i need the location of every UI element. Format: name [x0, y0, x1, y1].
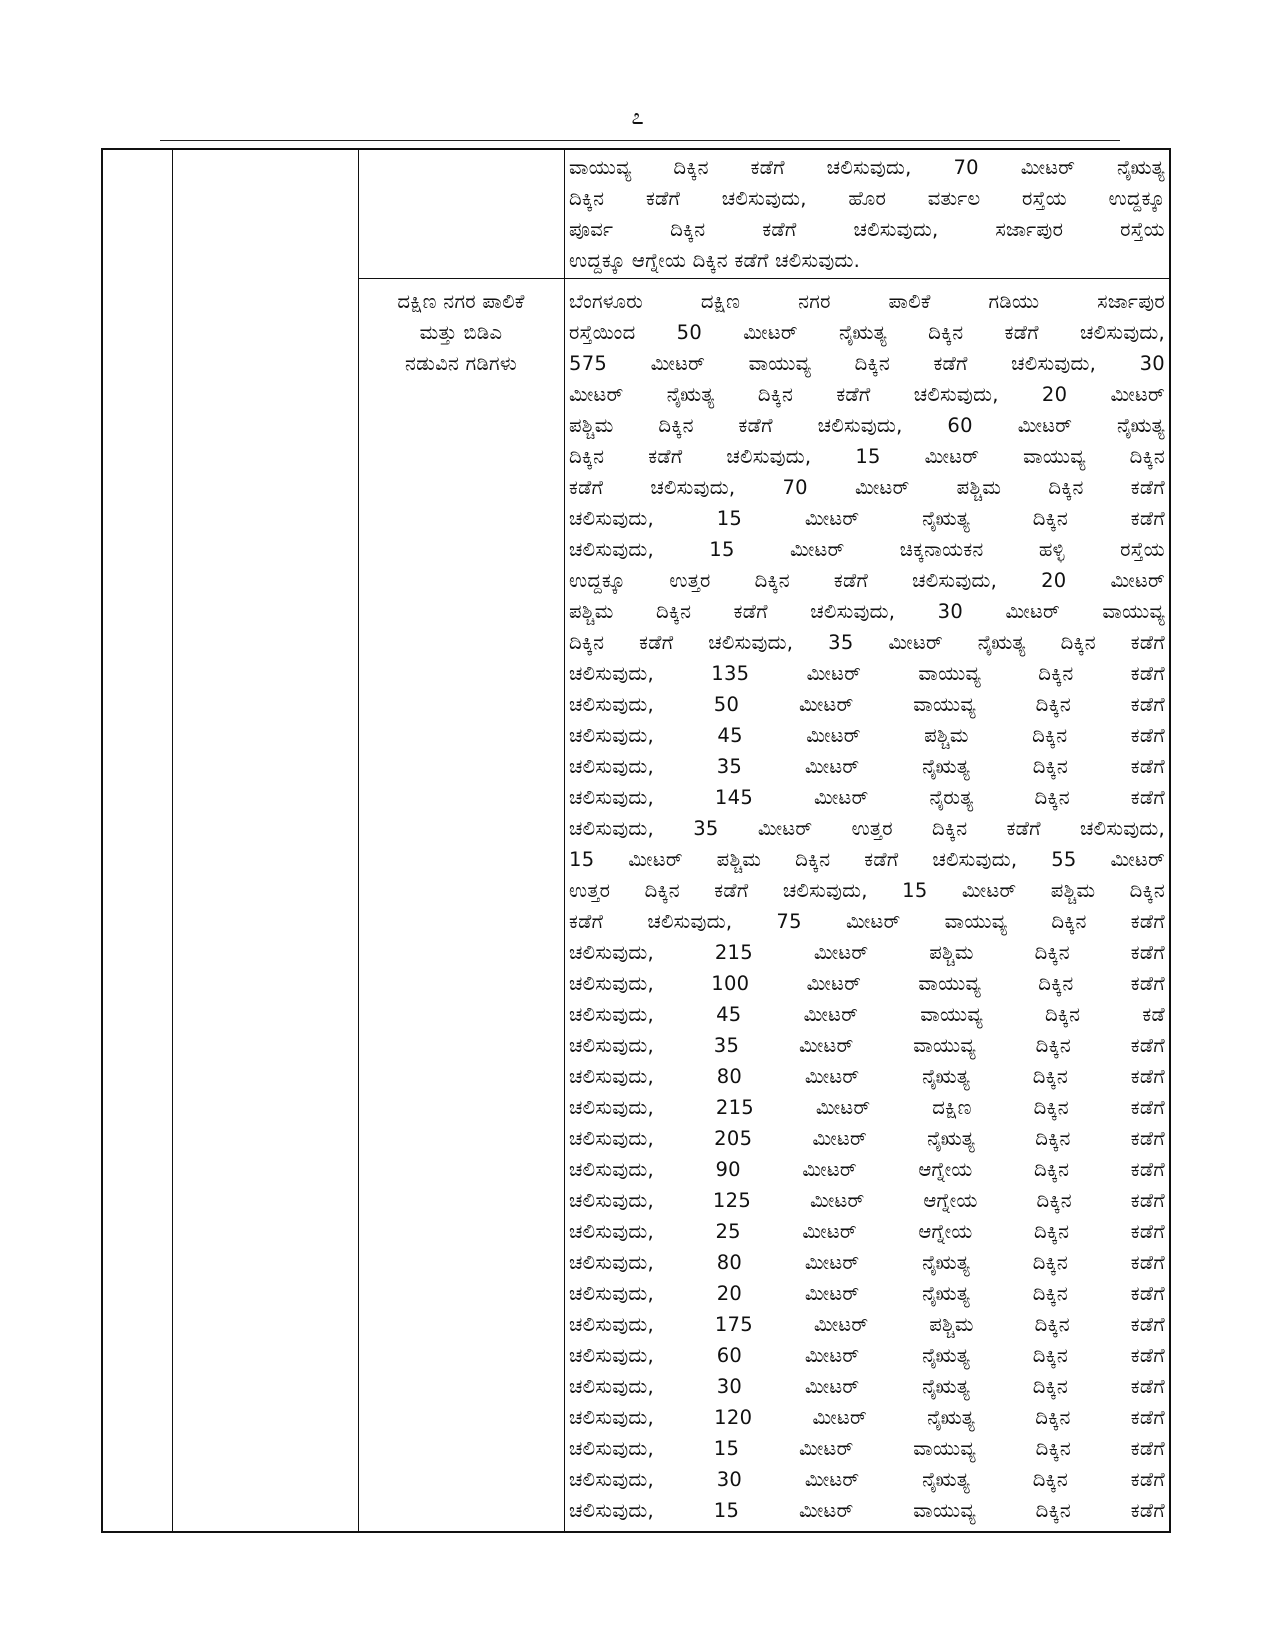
description-line: ಪಶ್ಚಿಮ ದಿಕ್ಕಿನ ಕಡೆಗೆ ಚಲಿಸುವುದು, 30 ಮೀಟರ್ ವಾಯುವ್ಯ [569, 600, 1165, 623]
row1-description-cell [569, 152, 1165, 276]
description-line: ಚಲಿಸುವುದು, 90 ಮೀಟರ್ ಆಗ್ನೇಯ ದಿಕ್ಕಿನ ಕಡೆಗೆ [569, 1158, 1165, 1181]
description-line: ಚಲಿಸುವುದು, 100 ಮೀಟರ್ ವಾಯುವ್ಯ ದಿಕ್ಕಿನ ಕಡೆಗೆ [569, 972, 1165, 995]
description-line: ಚಲಿಸುವುದು, 35 ಮೀಟರ್ ನೈಋತ್ಯ ದಿಕ್ಕಿನ ಕಡೆಗೆ [569, 755, 1165, 778]
description-line: ಮೀಟರ್ ನೈಋತ್ಯ ದಿಕ್ಕಿನ ಕಡೆಗೆ ಚಲಿಸುವುದು, 20 ಮೀಟರ್ [569, 383, 1165, 406]
description-line: ಉದ್ದಕ್ಕೂ ಆಗ್ನೇಯ ದಿಕ್ಕಿನ ಕಡೆಗೆ ಚಲಿಸುವುದು. [569, 249, 861, 272]
description-line: ಉದ್ದಕ್ಕೂ ಉತ್ತರ ದಿಕ್ಕಿನ ಕಡೆಗೆ ಚಲಿಸುವುದು, 20 ಮೀಟರ್ [569, 569, 1165, 592]
description-line: ಚಲಿಸುವುದು, 135 ಮೀಟರ್ ವಾಯುವ್ಯ ದಿಕ್ಕಿನ ಕಡೆಗೆ [569, 662, 1165, 685]
description-line: ಚಲಿಸುವುದು, 120 ಮೀಟರ್ ನೈಋತ್ಯ ದಿಕ್ಕಿನ ಕಡೆಗೆ [569, 1406, 1165, 1429]
description-line: ದಿಕ್ಕಿನ ಕಡೆಗೆ ಚಲಿಸುವುದು, 35 ಮೀಟರ್ ನೈಋತ್ಯ ದಿಕ್ಕಿನ ಕಡೆಗೆ [569, 631, 1165, 654]
description-line: ಚಲಿಸುವುದು, 20 ಮೀಟರ್ ನೈಋತ್ಯ ದಿಕ್ಕಿನ ಕಡೆಗೆ [569, 1282, 1165, 1305]
column-divider [564, 150, 565, 1531]
description-line: ಚಲಿಸುವುದು, 30 ಮೀಟರ್ ನೈಋತ್ಯ ದಿಕ್ಕಿನ ಕಡೆಗೆ [569, 1375, 1165, 1398]
description-line: ಚಲಿಸುವುದು, 15 ಮೀಟರ್ ನೈಋತ್ಯ ದಿಕ್ಕಿನ ಕಡೆಗೆ [569, 507, 1165, 530]
label-line: ಮತ್ತು ಬಿಡಿಎ [419, 321, 503, 344]
description-line: ಚಲಿಸುವುದು, 205 ಮೀಟರ್ ನೈಋತ್ಯ ದಿಕ್ಕಿನ ಕಡೆಗೆ [569, 1127, 1165, 1150]
label-line: ನಡುವಿನ ಗಡಿಗಳು [405, 352, 517, 375]
row-divider [358, 278, 1169, 279]
description-line: ಉತ್ತರ ದಿಕ್ಕಿನ ಕಡೆಗೆ ಚಲಿಸುವುದು, 15 ಮೀಟರ್ ಪಶ್ಚಿಮ ದಿಕ್ಕಿನ [569, 879, 1165, 902]
description-line: ಬೆಂಗಳೂರು ದಕ್ಷಿಣ ನಗರ ಪಾಲಿಕೆ ಗಡಿಯು ಸರ್ಜಾಪುರ [569, 290, 1165, 313]
description-line: ವಾಯುವ್ಯ ದಿಕ್ಕಿನ ಕಡೆಗೆ ಚಲಿಸುವುದು, 70 ಮೀಟರ್ ನೈಋತ್ಯ [569, 156, 1165, 179]
column-divider [172, 150, 173, 1531]
description-line: ಚಲಿಸುವುದು, 15 ಮೀಟರ್ ವಾಯುವ್ಯ ದಿಕ್ಕಿನ ಕಡೆಗೆ [569, 1499, 1165, 1522]
description-line: ಚಲಿಸುವುದು, 15 ಮೀಟರ್ ಚಿಕ್ಕನಾಯಕನ ಹಳ್ಳಿ ರಸ್ತೆಯ [569, 538, 1165, 561]
description-line: 15 ಮೀಟರ್ ಪಶ್ಚಿಮ ದಿಕ್ಕಿನ ಕಡೆಗೆ ಚಲಿಸುವುದು, 55 ಮೀಟರ್ [569, 848, 1165, 871]
description-line: ಚಲಿಸುವುದು, 125 ಮೀಟರ್ ಆಗ್ನೇಯ ದಿಕ್ಕಿನ ಕಡೆಗೆ [569, 1189, 1165, 1212]
description-line: ಪೂರ್ವ ದಿಕ್ಕಿನ ಕಡೆಗೆ ಚಲಿಸುವುದು, ಸರ್ಜಾಪುರ ರಸ್ತೆಯ [569, 218, 1165, 241]
description-line: ರಸ್ತೆಯಿಂದ 50 ಮೀಟರ್ ನೈಋತ್ಯ ದಿಕ್ಕಿನ ಕಡೆಗೆ ಚಲಿಸುವುದು, [569, 321, 1165, 344]
description-line: ದಿಕ್ಕಿನ ಕಡೆಗೆ ಚಲಿಸುವುದು, 15 ಮೀಟರ್ ವಾಯುವ್ಯ ದಿಕ್ಕಿನ [569, 445, 1165, 468]
description-line: ಪಶ್ಚಿಮ ದಿಕ್ಕಿನ ಕಡೆಗೆ ಚಲಿಸುವುದು, 60 ಮೀಟರ್ ನೈಋತ್ಯ [569, 414, 1165, 437]
description-line: ಕಡೆಗೆ ಚಲಿಸುವುದು, 70 ಮೀಟರ್ ಪಶ್ಚಿಮ ದಿಕ್ಕಿನ ಕಡೆಗೆ [569, 476, 1165, 499]
description-line: ಚಲಿಸುವುದು, 50 ಮೀಟರ್ ವಾಯುವ್ಯ ದಿಕ್ಕಿನ ಕಡೆಗೆ [569, 693, 1165, 716]
description-line: ಚಲಿಸುವುದು, 25 ಮೀಟರ್ ಆಗ್ನೇಯ ದಿಕ್ಕಿನ ಕಡೆಗೆ [569, 1220, 1165, 1243]
description-line: ಚಲಿಸುವುದು, 45 ಮೀಟರ್ ಪಶ್ಚಿಮ ದಿಕ್ಕಿನ ಕಡೆಗೆ [569, 724, 1165, 747]
description-line: ಚಲಿಸುವುದು, 35 ಮೀಟರ್ ಉತ್ತರ ದಿಕ್ಕಿನ ಕಡೆಗೆ ಚಲಿಸುವುದು, [569, 817, 1165, 840]
description-line: ಕಡೆಗೆ ಚಲಿಸುವುದು, 75 ಮೀಟರ್ ವಾಯುವ್ಯ ದಿಕ್ಕಿನ ಕಡೆಗೆ [569, 910, 1165, 933]
description-line: ಚಲಿಸುವುದು, 80 ಮೀಟರ್ ನೈಋತ್ಯ ದಿಕ್ಕಿನ ಕಡೆಗೆ [569, 1251, 1165, 1274]
description-line: ಚಲಿಸುವುದು, 60 ಮೀಟರ್ ನೈಋತ್ಯ ದಿಕ್ಕಿನ ಕಡೆಗೆ [569, 1344, 1165, 1367]
description-line: ಚಲಿಸುವುದು, 175 ಮೀಟರ್ ಪಶ್ಚಿಮ ದಿಕ್ಕಿನ ಕಡೆಗೆ [569, 1313, 1165, 1336]
label-line: ದಕ್ಷಿಣ ನಗರ ಪಾಲಿಕೆ [397, 290, 525, 313]
description-line: ಚಲಿಸುವುದು, 30 ಮೀಟರ್ ನೈಋತ್ಯ ದಿಕ್ಕಿನ ಕಡೆಗೆ [569, 1468, 1165, 1491]
description-line: ಚಲಿಸುವುದು, 80 ಮೀಟರ್ ನೈಋತ್ಯ ದಿಕ್ಕಿನ ಕಡೆಗೆ [569, 1065, 1165, 1088]
description-line: ಚಲಿಸುವುದು, 15 ಮೀಟರ್ ವಾಯುವ್ಯ ದಿಕ್ಕಿನ ಕಡೆಗೆ [569, 1437, 1165, 1460]
page-number: ೭ [631, 105, 644, 130]
description-line: ಚಲಿಸುವುದು, 215 ಮೀಟರ್ ದಕ್ಷಿಣ ದಿಕ್ಕಿನ ಕಡೆಗೆ [569, 1096, 1165, 1119]
boundary-table [101, 148, 1171, 1533]
description-line: ದಿಕ್ಕಿನ ಕಡೆಗೆ ಚಲಿಸುವುದು, ಹೊರ ವರ್ತುಲ ರಸ್ತೆಯ ಉದ್ದಕ್ಕೂ [569, 187, 1165, 210]
description-line: ಚಲಿಸುವುದು, 145 ಮೀಟರ್ ನೈರುತ್ಯ ದಿಕ್ಕಿನ ಕಡೆಗೆ [569, 786, 1165, 809]
row2-label-cell [361, 286, 561, 379]
description-line: 575 ಮೀಟರ್ ವಾಯುವ್ಯ ದಿಕ್ಕಿನ ಕಡೆಗೆ ಚಲಿಸುವುದು, 30 [569, 352, 1165, 375]
description-line: ಚಲಿಸುವುದು, 215 ಮೀಟರ್ ಪಶ್ಚಿಮ ದಿಕ್ಕಿನ ಕಡೆಗೆ [569, 941, 1165, 964]
header-rule [160, 140, 1120, 141]
description-line: ಚಲಿಸುವುದು, 45 ಮೀಟರ್ ವಾಯುವ್ಯ ದಿಕ್ಕಿನ ಕಡೆ [569, 1003, 1165, 1026]
description-line: ಚಲಿಸುವುದು, 35 ಮೀಟರ್ ವಾಯುವ್ಯ ದಿಕ್ಕಿನ ಕಡೆಗೆ [569, 1034, 1165, 1057]
row2-description-cell [569, 286, 1165, 1526]
column-divider [358, 150, 359, 1531]
